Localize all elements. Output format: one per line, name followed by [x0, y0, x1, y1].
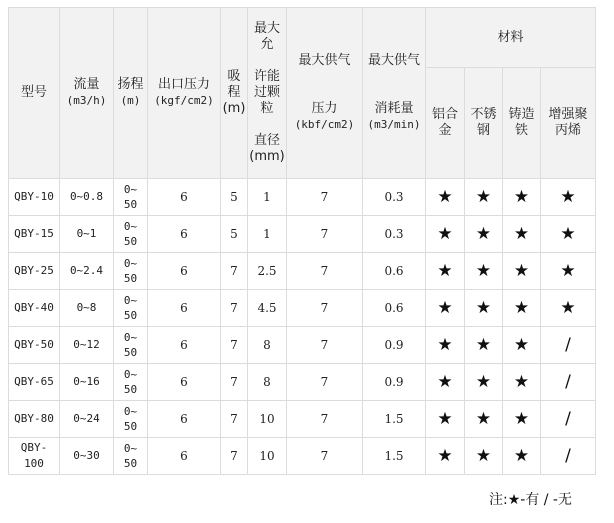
material-aluminum-cell: ★: [426, 253, 465, 290]
air-consumption-cell: 0.9: [363, 364, 426, 401]
suction-cell: 5: [221, 179, 248, 216]
model-cell: QBY-25: [9, 253, 60, 290]
material-cast-iron-cell: ★: [503, 179, 541, 216]
air-consumption-cell: 0.6: [363, 253, 426, 290]
outlet-pressure-cell: 6: [148, 401, 221, 438]
table-row: [9, 216, 596, 253]
particle-cell: 1: [248, 179, 287, 216]
outlet-pressure-cell: 6: [148, 438, 221, 475]
material-polypropylene-cell: /: [541, 364, 596, 401]
material-polypropylene-cell: /: [541, 438, 596, 475]
suction-cell: 7: [221, 438, 248, 475]
outlet-pressure-cell: 6: [148, 290, 221, 327]
flow-cell: 0~30: [60, 438, 114, 475]
outlet-pressure-cell: 6: [148, 327, 221, 364]
material-stainless-cell: ★: [465, 364, 503, 401]
material-polypropylene-cell: ★: [541, 216, 596, 253]
material-polypropylene-cell: /: [541, 327, 596, 364]
material-polypropylene-cell: ★: [541, 179, 596, 216]
header-max-air-consumption: 最大供气 消耗量 (m3/min): [363, 8, 426, 179]
model-cell: QBY-50: [9, 327, 60, 364]
material-aluminum-cell: ★: [426, 438, 465, 475]
material-cast-iron-cell: ★: [503, 327, 541, 364]
air-pressure-cell: 7: [287, 253, 363, 290]
material-stainless-cell: ★: [465, 438, 503, 475]
material-cast-iron-cell: ★: [503, 216, 541, 253]
air-consumption-cell: 0.6: [363, 290, 426, 327]
material-aluminum-cell: ★: [426, 216, 465, 253]
legend-note: 注:★-有 / -无: [489, 492, 572, 508]
table-row: [9, 438, 596, 475]
table-row: [9, 253, 596, 290]
air-pressure-cell: 7: [287, 179, 363, 216]
table-row: [9, 290, 596, 327]
outlet-pressure-cell: 6: [148, 216, 221, 253]
suction-cell: 7: [221, 401, 248, 438]
table-row: [9, 364, 596, 401]
air-pressure-cell: 7: [287, 327, 363, 364]
header-material-cast-iron: 铸造 铁: [503, 68, 541, 179]
material-aluminum-cell: ★: [426, 401, 465, 438]
material-aluminum-cell: ★: [426, 327, 465, 364]
material-stainless-cell: ★: [465, 253, 503, 290]
air-pressure-cell: 7: [287, 401, 363, 438]
head-cell: 0~ 50: [114, 401, 148, 438]
particle-cell: 2.5: [248, 253, 287, 290]
flow-cell: 0~12: [60, 327, 114, 364]
outlet-pressure-cell: 6: [148, 253, 221, 290]
model-cell: QBY-40: [9, 290, 60, 327]
flow-cell: 0~2.4: [60, 253, 114, 290]
flow-cell: 0~1: [60, 216, 114, 253]
material-stainless-cell: ★: [465, 290, 503, 327]
head-cell: 0~ 50: [114, 216, 148, 253]
pump-spec-table: [8, 7, 596, 475]
air-consumption-cell: 0.3: [363, 216, 426, 253]
suction-cell: 7: [221, 327, 248, 364]
air-consumption-cell: 0.3: [363, 179, 426, 216]
head-cell: 0~ 50: [114, 327, 148, 364]
material-stainless-cell: ★: [465, 327, 503, 364]
header-max-air-pressure: 最大供气 压力 (kbf/cm2): [287, 8, 363, 179]
material-aluminum-cell: ★: [426, 290, 465, 327]
header-material-polypropylene: 增强聚 丙烯: [541, 68, 596, 179]
material-stainless-cell: ★: [465, 401, 503, 438]
header-material-aluminum: 铝合 金: [426, 68, 465, 179]
material-cast-iron-cell: ★: [503, 364, 541, 401]
particle-cell: 4.5: [248, 290, 287, 327]
table-row: [9, 327, 596, 364]
material-polypropylene-cell: ★: [541, 253, 596, 290]
material-cast-iron-cell: ★: [503, 401, 541, 438]
suction-cell: 7: [221, 253, 248, 290]
model-cell: QBY-65: [9, 364, 60, 401]
header-materials: 材料: [426, 8, 596, 68]
head-cell: 0~ 50: [114, 179, 148, 216]
particle-cell: 1: [248, 216, 287, 253]
suction-cell: 7: [221, 364, 248, 401]
header-model: 型号: [9, 8, 60, 179]
particle-cell: 8: [248, 327, 287, 364]
header-flow: 流量 (m3/h): [60, 8, 114, 179]
flow-cell: 0~0.8: [60, 179, 114, 216]
material-aluminum-cell: ★: [426, 179, 465, 216]
header-head: 扬程 (m): [114, 8, 148, 179]
head-cell: 0~ 50: [114, 438, 148, 475]
model-cell: QBY- 100: [9, 438, 60, 475]
model-cell: QBY-15: [9, 216, 60, 253]
table-row: [9, 179, 596, 216]
particle-cell: 10: [248, 438, 287, 475]
flow-cell: 0~16: [60, 364, 114, 401]
head-cell: 0~ 50: [114, 290, 148, 327]
material-cast-iron-cell: ★: [503, 438, 541, 475]
material-polypropylene-cell: /: [541, 401, 596, 438]
outlet-pressure-cell: 6: [148, 364, 221, 401]
air-pressure-cell: 7: [287, 290, 363, 327]
header-outlet-pressure: 出口压力 (kgf/cm2): [148, 8, 221, 179]
flow-cell: 0~8: [60, 290, 114, 327]
head-cell: 0~ 50: [114, 253, 148, 290]
header-material-stainless: 不锈 钢: [465, 68, 503, 179]
air-pressure-cell: 7: [287, 364, 363, 401]
head-cell: 0~ 50: [114, 364, 148, 401]
flow-cell: 0~24: [60, 401, 114, 438]
header-max-particle: 最大 允 许能 过颗 粒 直径 (mm): [248, 8, 287, 179]
header-suction: 吸 程 (m): [221, 8, 248, 179]
material-polypropylene-cell: ★: [541, 290, 596, 327]
suction-cell: 5: [221, 216, 248, 253]
air-pressure-cell: 7: [287, 438, 363, 475]
material-cast-iron-cell: ★: [503, 253, 541, 290]
air-pressure-cell: 7: [287, 216, 363, 253]
outlet-pressure-cell: 6: [148, 179, 221, 216]
suction-cell: 7: [221, 290, 248, 327]
material-cast-iron-cell: ★: [503, 290, 541, 327]
material-aluminum-cell: ★: [426, 364, 465, 401]
model-cell: QBY-80: [9, 401, 60, 438]
air-consumption-cell: 1.5: [363, 401, 426, 438]
material-stainless-cell: ★: [465, 179, 503, 216]
material-stainless-cell: ★: [465, 216, 503, 253]
model-cell: QBY-10: [9, 179, 60, 216]
particle-cell: 10: [248, 401, 287, 438]
particle-cell: 8: [248, 364, 287, 401]
table-row: [9, 401, 596, 438]
air-consumption-cell: 1.5: [363, 438, 426, 475]
air-consumption-cell: 0.9: [363, 327, 426, 364]
